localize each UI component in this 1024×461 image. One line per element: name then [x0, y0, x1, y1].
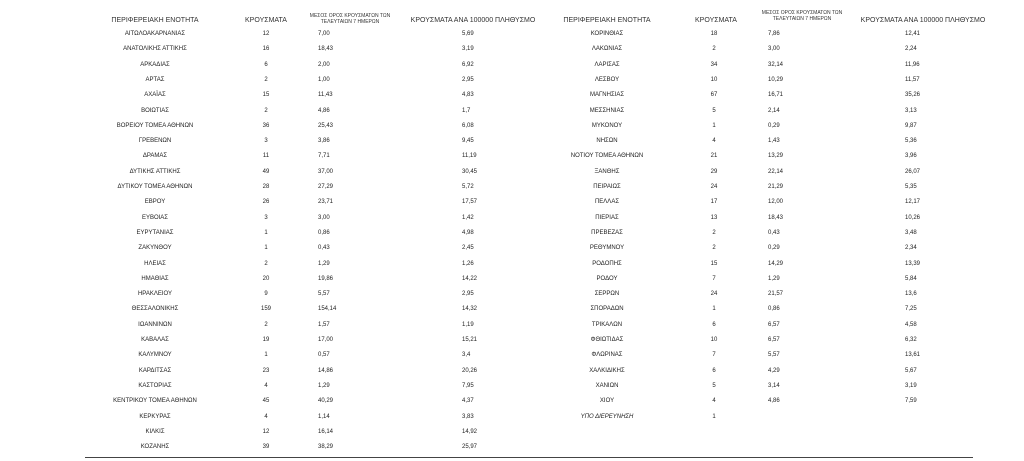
- cases-cell: 1: [264, 352, 268, 359]
- cases-cell: 4: [264, 382, 268, 389]
- cases-cell: 1: [712, 122, 716, 129]
- per100k-cell: 10,26: [905, 214, 921, 221]
- table-row: [0, 169, 1024, 184]
- avg-7day-cell: 6,57: [768, 321, 780, 328]
- left-header-avg-line2: ΤΕΛΕΥΤΑΙΩΝ 7 ΗΜΕΡΩΝ: [320, 19, 380, 25]
- cases-cell: 1: [712, 413, 716, 420]
- cases-cell: 67: [710, 92, 718, 99]
- per100k-cell: 12,41: [905, 31, 921, 37]
- avg-7day-cell: 4,86: [768, 398, 780, 405]
- cases-cell: 20: [262, 275, 270, 282]
- avg-7day-cell: 3,00: [768, 46, 780, 53]
- region-name-cell: ΘΕΣΣΑΛΟΝΙΚΗΣ: [131, 306, 179, 313]
- cases-cell: 29: [710, 168, 718, 175]
- per100k-cell: 7,95: [462, 382, 474, 389]
- cases-cell: 6: [712, 367, 716, 374]
- avg-7day-cell: 2,00: [318, 61, 330, 68]
- table-row: [0, 322, 1024, 337]
- avg-7day-cell: 1,43: [768, 138, 780, 145]
- region-name-cell: ΒΟΙΩΤΙΑΣ: [141, 107, 169, 114]
- avg-7day-cell: 0,86: [318, 229, 330, 236]
- per100k-cell: 5,36: [905, 138, 917, 145]
- per100k-cell: 2,95: [462, 291, 474, 298]
- region-name-cell: ΛΑΡΙΣΑΣ: [594, 61, 620, 68]
- left-header-avg-line1: ΜΕΣΟΣ ΟΡΟΣ ΚΡΟΥΣΜΑΤΩΝ ΤΩΝ: [309, 13, 391, 19]
- per100k-cell: 35,26: [905, 92, 921, 99]
- per100k-cell: 14,92: [462, 428, 478, 435]
- cases-cell: 24: [710, 184, 718, 190]
- per100k-cell: 2,24: [905, 46, 917, 53]
- region-name-cell: ΜΕΣΣΗΝΙΑΣ: [589, 107, 625, 114]
- avg-7day-cell: 10,29: [768, 76, 784, 83]
- right-header-avg-line1: ΜΕΣΟΣ ΟΡΟΣ ΚΡΟΥΣΜΑΤΩΝ ΤΩΝ: [761, 10, 843, 16]
- avg-7day-cell: 1,29: [768, 275, 780, 282]
- table-row: [0, 108, 1024, 123]
- region-name-cell: ΗΜΑΘΙΑΣ: [141, 275, 169, 282]
- avg-7day-cell: 3,14: [768, 382, 780, 389]
- avg-7day-cell: 21,29: [768, 184, 784, 190]
- per100k-cell: 3,96: [905, 153, 917, 160]
- avg-7day-cell: 16,14: [318, 428, 334, 435]
- cases-cell: 49: [262, 168, 270, 175]
- per100k-cell: 3,19: [905, 382, 917, 389]
- cases-cell: 45: [262, 398, 270, 405]
- table-row: [0, 276, 1024, 291]
- cases-cell: 2: [712, 46, 716, 53]
- cases-cell: 15: [710, 260, 718, 267]
- avg-7day-cell: 154,14: [318, 306, 337, 313]
- cases-cell: 2: [264, 107, 268, 114]
- cases-cell: 15: [262, 92, 270, 99]
- region-name-cell: ΞΑΝΘΗΣ: [594, 168, 620, 175]
- region-name-cell: ΒΟΡΕΙΟΥ ΤΟΜΕΑ ΑΘΗΝΩΝ: [116, 122, 194, 129]
- cases-cell: 9: [264, 291, 268, 298]
- table-row: [0, 352, 1024, 367]
- region-name-cell: ΝΟΤΙΟΥ ΤΟΜΕΑ ΑΘΗΝΩΝ: [570, 153, 644, 160]
- per100k-cell: 3,19: [462, 46, 474, 53]
- per100k-cell: 20,26: [462, 367, 478, 374]
- avg-7day-cell: 0,43: [318, 245, 330, 252]
- avg-7day-cell: 1,57: [318, 321, 330, 328]
- cases-cell: 6: [264, 61, 268, 68]
- avg-7day-cell: 23,71: [318, 199, 334, 206]
- cases-cell: 4: [264, 413, 268, 420]
- table-row: [0, 138, 1024, 153]
- cases-cell: 23: [262, 367, 270, 374]
- per100k-cell: 30,45: [462, 168, 478, 175]
- region-name-cell: ΣΠΟΡΑΔΩΝ: [590, 306, 624, 313]
- avg-7day-cell: 21,57: [768, 291, 784, 298]
- cases-cell: 1: [264, 245, 268, 252]
- cases-cell: 34: [710, 61, 718, 68]
- avg-7day-cell: 12,00: [768, 199, 784, 206]
- cases-cell: 1: [264, 229, 268, 236]
- region-name-cell: ΓΡΕΒΕΝΩΝ: [138, 138, 172, 145]
- per100k-cell: 26,07: [905, 168, 921, 175]
- per100k-cell: 3,83: [462, 413, 474, 420]
- region-name-cell: ΧΙΟΥ: [599, 398, 615, 405]
- region-name-cell: ΗΡΑΚΛΕΙΟΥ: [137, 291, 173, 298]
- region-name-cell: ΚΑΡΔΙΤΣΑΣ: [138, 367, 172, 374]
- region-name-cell: ΚΙΛΚΙΣ: [145, 428, 165, 435]
- table-row: [0, 230, 1024, 245]
- avg-7day-cell: 17,00: [318, 337, 334, 343]
- per100k-cell: 2,95: [462, 76, 474, 83]
- table-row: [0, 368, 1024, 383]
- avg-7day-cell: 6,57: [768, 337, 780, 343]
- region-name-cell: ΕΥΡΥΤΑΝΙΑΣ: [136, 229, 174, 236]
- per100k-cell: 2,34: [905, 245, 917, 252]
- cases-cell: 7: [712, 352, 716, 359]
- region-name-cell: ΕΥΒΟΙΑΣ: [141, 214, 169, 221]
- table-row: [0, 62, 1024, 77]
- avg-7day-cell: 0,57: [318, 352, 330, 359]
- table-row: [0, 31, 1024, 46]
- table-row: [0, 337, 1024, 352]
- left-header-cases: ΚΡΟΥΣΜΑΤΑ: [245, 17, 287, 24]
- region-name-cell: ΚΑΛΥΜΝΟΥ: [138, 352, 172, 359]
- cases-cell: 26: [262, 199, 270, 206]
- avg-7day-cell: 7,86: [768, 31, 780, 37]
- per100k-cell: 3,48: [905, 229, 917, 236]
- cases-cell: 4: [712, 398, 716, 405]
- cases-cell: 36: [262, 122, 270, 129]
- region-name-cell: ΠΡΕΒΕΖΑΣ: [591, 229, 623, 236]
- avg-7day-cell: 1,29: [318, 382, 330, 389]
- cases-cell: 24: [710, 291, 718, 298]
- per100k-cell: 4,98: [462, 229, 474, 236]
- per100k-cell: 5,35: [905, 184, 917, 190]
- region-name-cell: ΡΕΘΥΜΝΟΥ: [589, 245, 625, 252]
- per100k-cell: 7,25: [905, 306, 917, 313]
- table-row: [0, 215, 1024, 230]
- region-name-cell: ΚΟΡΙΝΘΙΑΣ: [590, 31, 624, 37]
- per100k-cell: 14,22: [462, 275, 478, 282]
- per100k-cell: 2,45: [462, 245, 474, 252]
- table-row: [0, 123, 1024, 138]
- per100k-cell: 4,58: [905, 321, 917, 328]
- per100k-cell: 5,72: [462, 184, 474, 190]
- region-name-cell: ΚΕΝΤΡΙΚΟΥ ΤΟΜΕΑ ΑΘΗΝΩΝ: [113, 398, 197, 405]
- region-name-cell: ΙΩΑΝΝΙΝΩΝ: [138, 321, 172, 328]
- right-header-cases: ΚΡΟΥΣΜΑΤΑ: [695, 17, 737, 24]
- table-row: [0, 46, 1024, 61]
- avg-7day-cell: 16,71: [768, 92, 784, 99]
- cases-cell: 6: [712, 321, 716, 328]
- region-name-cell: ΕΒΡΟΥ: [144, 199, 166, 206]
- region-name-cell: ΥΠΟ ΔΙΕΡΕΥΝΗΣΗ: [580, 413, 634, 420]
- avg-7day-cell: 3,86: [318, 138, 330, 145]
- per100k-cell: 6,32: [905, 337, 917, 343]
- region-name-cell: ΜΥΚΟΝΟΥ: [591, 122, 623, 129]
- left-header-per100k: ΚΡΟΥΣΜΑΤΑ ΑΝΑ 100000 ΠΛΗΘΥΣΜΟ: [410, 17, 536, 24]
- cases-cell: 5: [712, 382, 716, 389]
- cases-cell: 7: [712, 275, 716, 282]
- avg-7day-cell: 1,14: [318, 413, 330, 420]
- table-row: [0, 199, 1024, 214]
- avg-7day-cell: 0,86: [768, 306, 780, 313]
- cases-cell: 2: [264, 260, 268, 267]
- avg-7day-cell: 7,71: [318, 153, 330, 160]
- avg-7day-cell: 7,00: [318, 31, 330, 37]
- table-row: [0, 92, 1024, 107]
- region-name-cell: ΠΕΛΛΑΣ: [594, 199, 620, 206]
- table-row: [0, 383, 1024, 398]
- region-name-cell: ΦΛΩΡΙΝΑΣ: [591, 352, 623, 359]
- avg-7day-cell: 40,29: [318, 398, 334, 405]
- cases-cell: 2: [264, 76, 268, 83]
- cases-cell: 18: [710, 31, 718, 37]
- cases-cell: 1: [712, 306, 716, 313]
- per100k-cell: 5,84: [905, 275, 917, 282]
- cases-cell: 28: [262, 184, 270, 190]
- table-row: [0, 153, 1024, 168]
- region-name-cell: ΜΑΓΝΗΣΙΑΣ: [589, 92, 625, 99]
- per100k-cell: 13,39: [905, 260, 921, 267]
- region-name-cell: ΔΡΑΜΑΣ: [142, 153, 168, 160]
- avg-7day-cell: 5,57: [768, 352, 780, 359]
- avg-7day-cell: 14,29: [768, 260, 784, 267]
- cases-cell: 5: [712, 107, 716, 114]
- region-name-cell: ΚΑΣΤΟΡΙΑΣ: [138, 382, 172, 389]
- region-name-cell: ΛΕΣΒΟΥ: [594, 76, 620, 83]
- avg-7day-cell: 2,14: [768, 107, 780, 114]
- per100k-cell: 11,19: [462, 153, 477, 160]
- table-row: [0, 414, 1024, 429]
- region-name-cell: ΑΧΑΪΑΣ: [144, 92, 166, 99]
- region-name-cell: ΑΝΑΤΟΛΙΚΗΣ ΑΤΤΙΚΗΣ: [123, 46, 187, 53]
- avg-7day-cell: 5,57: [318, 291, 330, 298]
- per100k-cell: 4,83: [462, 92, 474, 99]
- cases-cell: 17: [710, 199, 718, 206]
- cases-cell: 3: [264, 138, 268, 145]
- per100k-cell: 9,87: [905, 122, 917, 129]
- avg-7day-cell: 38,29: [318, 444, 334, 451]
- per100k-cell: 1,26: [462, 260, 474, 267]
- per100k-cell: 3,13: [905, 107, 917, 114]
- cases-cell: 10: [710, 337, 718, 343]
- per100k-cell: 14,32: [462, 306, 478, 313]
- per100k-cell: 1,19: [462, 321, 474, 328]
- avg-7day-cell: 0,29: [768, 122, 780, 129]
- cases-cell: 13: [710, 214, 718, 221]
- per100k-cell: 12,17: [905, 199, 921, 206]
- per100k-cell: 15,21: [462, 337, 478, 343]
- cases-cell: 21: [710, 153, 718, 160]
- right-header-per100k: ΚΡΟΥΣΜΑΤΑ ΑΝΑ 100000 ΠΛΗΘΥΣΜΟ: [860, 17, 986, 24]
- cases-cell: 19: [262, 337, 270, 343]
- region-name-cell: ΗΛΕΙΑΣ: [144, 260, 166, 267]
- per100k-cell: 6,08: [462, 122, 474, 129]
- table-row: [0, 429, 1024, 444]
- avg-7day-cell: 3,00: [318, 214, 330, 221]
- left-header-region: ΠΕΡΙΦΕΡΕΙΑΚΗ ΕΝΟΤΗΤΑ: [111, 17, 199, 24]
- avg-7day-cell: 1,29: [318, 260, 330, 267]
- table-row: [0, 184, 1024, 199]
- per100k-cell: 17,57: [462, 199, 478, 206]
- per100k-cell: 3,4: [462, 352, 471, 359]
- cases-cell: 2: [712, 245, 716, 252]
- per100k-cell: 1,42: [462, 214, 474, 221]
- cases-cell: 3: [264, 214, 268, 221]
- right-header-avg-line2: ΤΕΛΕΥΤΑΙΩΝ 7 ΗΜΕΡΩΝ: [772, 16, 832, 22]
- per100k-cell: 1,7: [462, 107, 471, 114]
- region-name-cell: ΚΟΖΑΝΗΣ: [140, 444, 170, 451]
- avg-7day-cell: 0,29: [768, 245, 780, 252]
- table-row: [0, 306, 1024, 321]
- cases-cell: 2: [264, 321, 268, 328]
- avg-7day-cell: 11,43: [318, 92, 333, 99]
- region-name-cell: ΔΥΤΙΚΗΣ ΑΤΤΙΚΗΣ: [129, 168, 181, 175]
- per100k-cell: 5,69: [462, 31, 474, 37]
- cases-cell: 10: [710, 76, 718, 83]
- avg-7day-cell: 22,14: [768, 168, 784, 175]
- region-name-cell: ΑΡΚΑΔΙΑΣ: [140, 61, 170, 68]
- region-name-cell: ΠΕΙΡΑΙΩΣ: [593, 184, 621, 190]
- right-header-region: ΠΕΡΙΦΕΡΕΙΑΚΗ ΕΝΟΤΗΤΑ: [563, 17, 651, 24]
- region-name-cell: ΔΥΤΙΚΟΥ ΤΟΜΕΑ ΑΘΗΝΩΝ: [117, 184, 193, 190]
- avg-7day-cell: 27,29: [318, 184, 334, 190]
- region-name-cell: ΣΕΡΡΩΝ: [594, 291, 620, 298]
- avg-7day-cell: 0,43: [768, 229, 780, 236]
- per100k-cell: 13,61: [905, 352, 921, 359]
- avg-7day-cell: 18,43: [318, 46, 334, 53]
- region-name-cell: ΖΑΚΥΝΘΟΥ: [138, 245, 172, 252]
- cases-cell: 16: [262, 46, 270, 53]
- table-row: [0, 398, 1024, 413]
- avg-7day-cell: 14,86: [318, 367, 334, 374]
- table-row: [0, 77, 1024, 92]
- region-name-cell: ΝΗΣΩΝ: [596, 138, 618, 145]
- avg-7day-cell: 25,43: [318, 122, 334, 129]
- cases-cell: 12: [262, 31, 270, 37]
- region-name-cell: ΤΡΙΚΑΛΩΝ: [591, 321, 623, 328]
- region-name-cell: ΠΙΕΡΙΑΣ: [595, 214, 619, 221]
- region-name-cell: ΧΑΛΚΙΔΙΚΗΣ: [589, 367, 625, 374]
- region-name-cell: ΑΡΤΑΣ: [145, 76, 165, 83]
- region-name-cell: ΚΕΡΚΥΡΑΣ: [139, 413, 171, 420]
- cases-cell: 2: [712, 229, 716, 236]
- region-name-cell: ΛΑΚΩΝΙΑΣ: [591, 46, 623, 53]
- region-name-cell: ΡΟΔΟΠΗΣ: [592, 260, 622, 267]
- cases-cell: 39: [262, 444, 270, 451]
- avg-7day-cell: 13,29: [768, 153, 784, 160]
- bottom-rule-left: [85, 457, 545, 458]
- per100k-cell: 25,97: [462, 444, 478, 451]
- region-name-cell: ΑΙΤΩΛΟΑΚΑΡΝΑΝΙΑΣ: [124, 31, 186, 37]
- per100k-cell: 7,59: [905, 398, 917, 405]
- table-row: [0, 245, 1024, 260]
- table-row: [0, 261, 1024, 276]
- region-name-cell: ΚΑΒΑΛΑΣ: [141, 337, 169, 343]
- region-name-cell: ΦΘΙΩΤΙΔΑΣ: [590, 337, 624, 343]
- avg-7day-cell: 4,86: [318, 107, 330, 114]
- per100k-cell: 9,45: [462, 138, 474, 145]
- cases-cell: 159: [260, 306, 271, 313]
- cases-cell: 12: [262, 428, 270, 435]
- avg-7day-cell: 37,00: [318, 168, 334, 175]
- avg-7day-cell: 4,29: [768, 367, 780, 374]
- per100k-cell: 5,67: [905, 367, 917, 374]
- per100k-cell: 13,6: [905, 291, 917, 298]
- per100k-cell: 6,92: [462, 61, 474, 68]
- avg-7day-cell: 32,14: [768, 61, 784, 68]
- table-row: [0, 291, 1024, 306]
- per100k-cell: 11,57: [905, 76, 920, 83]
- bottom-rule-right: [545, 457, 973, 458]
- avg-7day-cell: 19,86: [318, 275, 334, 282]
- avg-7day-cell: 18,43: [768, 214, 784, 221]
- cases-cell: 4: [712, 138, 716, 145]
- region-name-cell: ΡΟΔΟΥ: [596, 275, 618, 282]
- region-name-cell: ΧΑΝΙΩΝ: [595, 382, 619, 389]
- cases-cell: 11: [262, 153, 270, 160]
- per100k-cell: 4,37: [462, 398, 474, 405]
- per100k-cell: 11,96: [905, 61, 920, 68]
- avg-7day-cell: 1,00: [318, 76, 330, 83]
